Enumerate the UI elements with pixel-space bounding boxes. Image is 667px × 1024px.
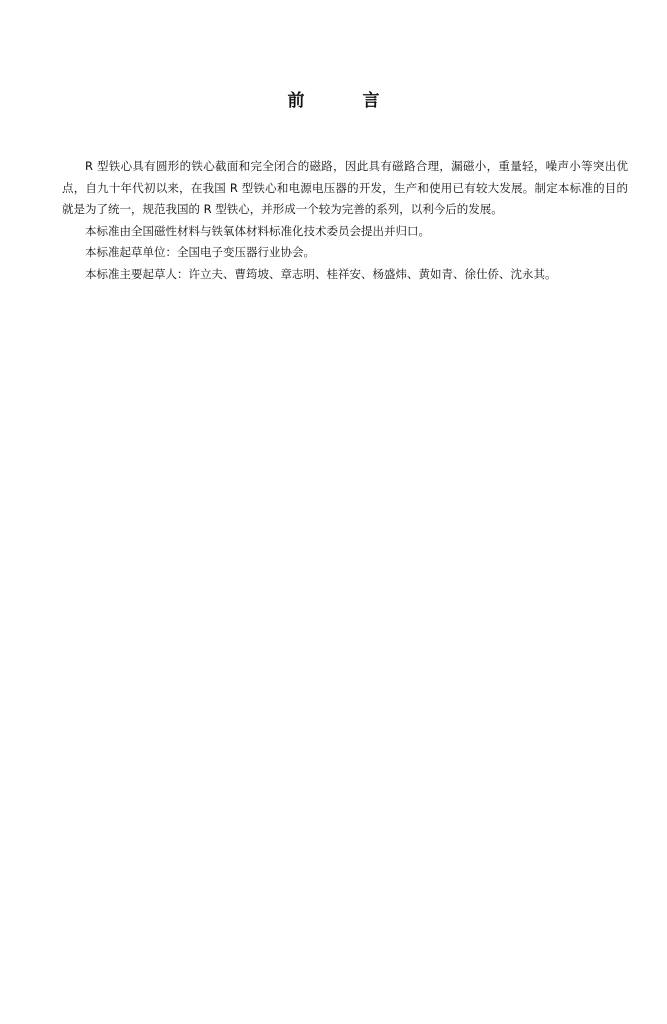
paragraph-intro: R 型铁心具有圆形的铁心截面和完全闭合的磁路，因此具有磁路合理，漏磁小，重量轻，噪声小等突出优点，自九十年代初以来，在我国 R 型铁心和电源电压器的开发，生产和使用已有较大发展。制定本标准的目的就是为了统一，规范我国的 R 型铁心，并形成一个较为完善的系列，以利今后的发展。: [62, 159, 628, 216]
foreword-body: [62, 156, 628, 285]
page-title-char-2: 言: [362, 91, 380, 111]
page-title-char-1: 前: [287, 91, 305, 111]
paragraph-drafting-unit: 本标准起草单位：全国电子变压器行业协会。: [85, 245, 315, 259]
page-title: [0, 90, 667, 112]
paragraph-proposer: 本标准由全国磁性材料与铁氧体材料标准化技术委员会提出并归口。: [85, 223, 430, 238]
paragraph-drafters: 本标准主要起草人：许立夫、曹筠坡、章志明、桂祥安、杨盛炜、黄如青、徐仕侨、沈永其。: [85, 266, 557, 281]
